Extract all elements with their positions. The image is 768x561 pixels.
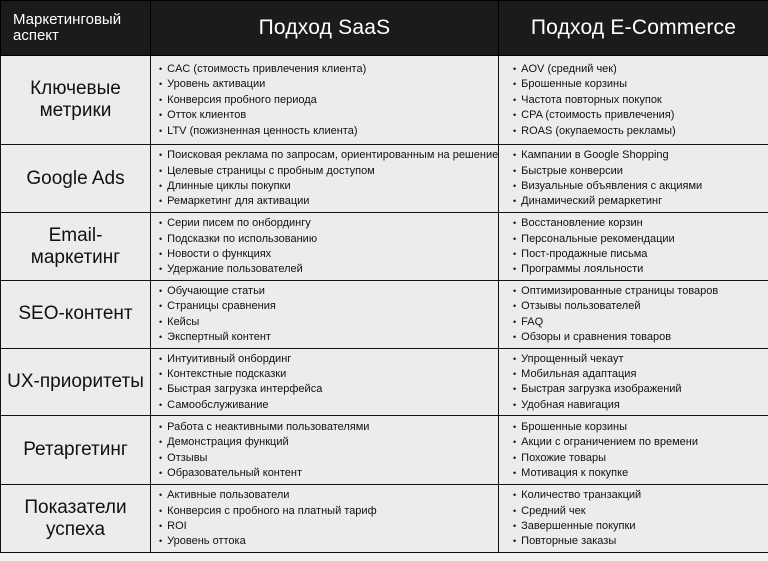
list-item-text: Обучающие статьи xyxy=(167,285,265,297)
list-item xyxy=(499,247,768,262)
bullet-icon: • xyxy=(159,421,163,432)
bullet-icon: • xyxy=(159,521,163,532)
list-item xyxy=(499,315,768,330)
list-item xyxy=(151,435,498,450)
list-item xyxy=(499,382,768,397)
list-item-text: Отток клиентов xyxy=(167,109,247,122)
aspect-cell: Ключевые метрики xyxy=(1,56,151,145)
list-item xyxy=(151,262,498,277)
list-item-text: Программы лояльности xyxy=(521,263,644,276)
list-item xyxy=(151,315,498,330)
saas-cell xyxy=(151,485,499,553)
list-item-text: Длинные циклы покупки xyxy=(167,180,291,192)
header-row xyxy=(1,1,768,56)
bullet-icon: • xyxy=(513,521,517,532)
bullet-icon: • xyxy=(513,79,517,90)
list-item-text: Завершенные покупки xyxy=(521,520,636,533)
list-item-text: Быстрая загрузка интерфейса xyxy=(167,383,323,396)
list-item xyxy=(151,179,498,194)
list-item-text: Страницы сравнения xyxy=(167,300,276,313)
bullet-icon: • xyxy=(513,437,517,448)
bullet-icon: • xyxy=(513,505,517,516)
bullet-icon: • xyxy=(513,196,517,207)
list-item xyxy=(151,398,498,413)
bullet-icon: • xyxy=(513,249,517,259)
bullet-icon: • xyxy=(159,196,163,207)
list-item xyxy=(151,77,498,92)
bullet-icon: • xyxy=(159,165,163,176)
list-item-text: ROAS (окупаемость рекламы) xyxy=(521,124,676,137)
header-aspect: Маркетинговый аспект xyxy=(1,1,151,56)
bullet-icon: • xyxy=(159,79,163,90)
list-item-text: Пост-продажные письма xyxy=(521,248,648,260)
table-row xyxy=(1,416,768,485)
list-item-text: Динамический ремаркетинг xyxy=(521,195,663,208)
aspect-cell: Email-маркетинг xyxy=(1,213,151,281)
saas-list xyxy=(151,417,498,484)
list-item-text: Уровень оттока xyxy=(167,535,246,548)
list-item xyxy=(499,519,768,534)
table-row xyxy=(1,348,768,416)
aspect-cell: Google Ads xyxy=(1,145,151,213)
bullet-icon: • xyxy=(159,249,163,259)
list-item-text: Быстрая загрузка изображений xyxy=(521,383,682,396)
table-row xyxy=(1,485,768,553)
list-item-text: Образовательный контент xyxy=(167,467,303,480)
bullet-icon: • xyxy=(513,63,517,74)
list-item-text: Экспертный контент xyxy=(167,331,271,344)
bullet-icon: • xyxy=(159,353,163,364)
saas-list xyxy=(151,145,498,212)
list-item-text: Активные пользователи xyxy=(167,489,290,502)
bullet-icon: • xyxy=(159,63,163,74)
list-item xyxy=(151,382,498,397)
list-item xyxy=(499,62,768,77)
list-item xyxy=(151,124,498,139)
bullet-icon: • xyxy=(159,452,163,463)
saas-list xyxy=(151,281,498,348)
list-item xyxy=(151,451,498,466)
bullet-icon: • xyxy=(513,301,517,312)
bullet-icon: • xyxy=(159,264,163,275)
list-item-text: Удобная навигация xyxy=(521,398,620,411)
list-item xyxy=(151,534,498,549)
saas-cell xyxy=(151,213,499,281)
list-item xyxy=(151,420,498,435)
list-item xyxy=(151,284,498,299)
list-item xyxy=(151,247,498,262)
list-item xyxy=(499,352,768,367)
list-item-text: Кампании в Google Shopping xyxy=(521,149,669,162)
bullet-icon: • xyxy=(159,505,163,516)
aspect-cell: UX-приоритеты xyxy=(1,348,151,416)
ecommerce-cell xyxy=(499,213,768,281)
header-saas: Подход SaaS xyxy=(151,1,499,56)
saas-list xyxy=(151,213,498,280)
bullet-icon: • xyxy=(513,286,517,296)
list-item-text: Брошенные корзины xyxy=(521,420,627,433)
bullet-icon: • xyxy=(159,536,163,547)
bullet-icon: • xyxy=(513,369,517,380)
bullet-icon: • xyxy=(159,218,163,229)
saas-list xyxy=(151,59,498,141)
bullet-icon: • xyxy=(159,94,163,105)
list-item xyxy=(151,488,498,503)
bullet-icon: • xyxy=(159,181,163,191)
list-item-text: Новости о функциях xyxy=(167,248,272,260)
ecommerce-cell xyxy=(499,145,768,213)
list-item-text: AOV (средний чек) xyxy=(521,62,617,75)
list-item-text: Упрощенный чекаут xyxy=(521,352,624,365)
list-item xyxy=(151,148,498,163)
list-item xyxy=(499,420,768,435)
bullet-icon: • xyxy=(159,233,163,244)
list-item-text: Уровень активации xyxy=(167,78,266,91)
list-item xyxy=(151,164,498,179)
ecommerce-list xyxy=(499,485,768,552)
bullet-icon: • xyxy=(513,316,517,327)
bullet-icon: • xyxy=(159,332,163,343)
list-item-text: Повторные заказы xyxy=(521,535,617,548)
bullet-icon: • xyxy=(513,490,517,501)
table-body xyxy=(1,56,768,553)
bullet-icon: • xyxy=(159,316,163,327)
list-item xyxy=(499,488,768,503)
list-item xyxy=(151,466,498,481)
list-item-text: Частота повторных покупок xyxy=(521,93,662,106)
list-item xyxy=(499,435,768,450)
saas-cell xyxy=(151,416,499,485)
ecommerce-list xyxy=(499,349,768,416)
ecommerce-cell xyxy=(499,281,768,349)
list-item-text: Оптимизированные страницы товаров xyxy=(521,285,719,297)
list-item xyxy=(499,179,768,194)
list-item xyxy=(151,62,498,77)
ecommerce-cell xyxy=(499,56,768,145)
table-row xyxy=(1,145,768,213)
list-item-text: Средний чек xyxy=(521,504,586,517)
list-item-text: CAC (стоимость привлечения клиента) xyxy=(167,62,367,75)
list-item-text: Удержание пользователей xyxy=(167,263,303,276)
bullet-icon: • xyxy=(513,399,517,410)
saas-list xyxy=(151,485,498,552)
list-item xyxy=(499,299,768,314)
list-item xyxy=(499,262,768,277)
bullet-icon: • xyxy=(513,233,517,244)
list-item-text: CPA (стоимость привлечения) xyxy=(521,109,675,122)
list-item-text: Демонстрация функций xyxy=(167,436,289,449)
ecommerce-list xyxy=(499,59,768,141)
bullet-icon: • xyxy=(159,369,163,380)
bullet-icon: • xyxy=(513,536,517,547)
ecommerce-list xyxy=(499,213,768,280)
bullet-icon: • xyxy=(513,110,517,121)
ecommerce-cell xyxy=(499,348,768,416)
bullet-icon: • xyxy=(513,94,517,105)
table-row xyxy=(1,281,768,349)
ecommerce-list xyxy=(499,145,768,212)
ecommerce-cell xyxy=(499,485,768,553)
bullet-icon: • xyxy=(513,332,517,343)
bullet-icon: • xyxy=(513,218,517,229)
saas-cell xyxy=(151,281,499,349)
saas-cell xyxy=(151,56,499,145)
list-item xyxy=(499,124,768,139)
saas-list xyxy=(151,349,498,416)
saas-cell xyxy=(151,348,499,416)
list-item xyxy=(151,330,498,345)
bullet-icon: • xyxy=(159,399,163,410)
list-item-text: Похожие товары xyxy=(521,451,606,464)
bullet-icon: • xyxy=(159,490,163,501)
list-item-text: Целевые страницы с пробным доступом xyxy=(167,164,375,177)
list-item-text: Отзывы пользователей xyxy=(521,300,641,313)
list-item-text: Кейсы xyxy=(167,315,200,328)
list-item-text: Ремаркетинг для активации xyxy=(167,195,310,208)
bullet-icon: • xyxy=(513,264,517,275)
list-item xyxy=(499,534,768,549)
bullet-icon: • xyxy=(159,437,163,448)
list-item xyxy=(499,330,768,345)
list-item-text: Мобильная адаптация xyxy=(521,368,637,381)
list-item xyxy=(151,299,498,314)
list-item-text: Самообслуживание xyxy=(167,398,269,411)
list-item-text: Поисковая реклама по запросам, ориентированным на решение xyxy=(167,149,498,162)
ecommerce-cell xyxy=(499,416,768,485)
list-item-text: Конверсия с пробного на платный тариф xyxy=(167,504,377,517)
header-ecommerce: Подход E-Commerce xyxy=(499,1,768,56)
list-item xyxy=(151,108,498,123)
saas-cell xyxy=(151,145,499,213)
list-item-text: Количество транзакций xyxy=(521,489,642,502)
aspect-cell: Ретаргетинг xyxy=(1,416,151,485)
bullet-icon: • xyxy=(513,421,517,432)
list-item-text: LTV (пожизненная ценность клиента) xyxy=(167,124,358,137)
table-row xyxy=(1,213,768,281)
list-item-text: Брошенные корзины xyxy=(521,78,627,91)
list-item xyxy=(499,466,768,481)
list-item-text: Восстановление корзин xyxy=(521,217,643,230)
bullet-icon: • xyxy=(159,150,163,161)
list-item xyxy=(499,164,768,179)
list-item xyxy=(151,194,498,209)
list-item-text: Визуальные объявления с акциями xyxy=(521,180,703,192)
list-item xyxy=(499,504,768,519)
list-item xyxy=(151,519,498,534)
bullet-icon: • xyxy=(513,125,517,136)
table-row xyxy=(1,56,768,145)
list-item-text: ROI xyxy=(167,520,187,533)
list-item-text: Отзывы xyxy=(167,451,208,464)
list-item-text: Мотивация к покупке xyxy=(521,467,629,480)
list-item-text: Персональные рекомендации xyxy=(521,232,675,245)
list-item xyxy=(151,367,498,382)
bullet-icon: • xyxy=(159,125,163,136)
list-item xyxy=(499,148,768,163)
list-item-text: Серии писем по онбордингу xyxy=(167,217,311,230)
bullet-icon: • xyxy=(159,384,163,395)
list-item xyxy=(151,93,498,108)
list-item xyxy=(499,398,768,413)
bullet-icon: • xyxy=(159,301,163,312)
list-item-text: Контекстные подсказки xyxy=(167,368,287,381)
bullet-icon: • xyxy=(513,384,517,395)
bullet-icon: • xyxy=(513,468,517,479)
bullet-icon: • xyxy=(159,286,163,296)
bullet-icon: • xyxy=(159,468,163,479)
bullet-icon: • xyxy=(513,452,517,463)
list-item-text: Акции с ограничением по времени xyxy=(521,436,699,449)
list-item-text: Интуитивный онбординг xyxy=(167,352,292,365)
list-item-text: Работа с неактивными пользователями xyxy=(167,420,370,433)
list-item-text: Обзоры и сравнения товаров xyxy=(521,331,672,344)
list-item-text: FAQ xyxy=(521,315,544,328)
list-item-text: Конверсия пробного периода xyxy=(167,93,317,106)
aspect-cell: SEO-контент xyxy=(1,281,151,349)
list-item xyxy=(499,77,768,92)
bullet-icon: • xyxy=(513,165,517,176)
list-item xyxy=(499,194,768,209)
list-item xyxy=(499,451,768,466)
bullet-icon: • xyxy=(513,181,517,191)
list-item xyxy=(499,367,768,382)
ecommerce-list xyxy=(499,281,768,348)
list-item xyxy=(151,352,498,367)
list-item xyxy=(499,93,768,108)
bullet-icon: • xyxy=(513,353,517,364)
bullet-icon: • xyxy=(513,150,517,161)
list-item xyxy=(151,232,498,247)
list-item xyxy=(499,216,768,231)
list-item-text: Подсказки по использованию xyxy=(167,232,318,245)
aspect-cell: Показатели успеха xyxy=(1,485,151,553)
list-item-text: Быстрые конверсии xyxy=(521,164,623,177)
list-item xyxy=(151,216,498,231)
list-item xyxy=(499,108,768,123)
list-item xyxy=(499,284,768,299)
list-item xyxy=(151,504,498,519)
ecommerce-list xyxy=(499,417,768,484)
bullet-icon: • xyxy=(159,110,163,121)
list-item xyxy=(499,232,768,247)
